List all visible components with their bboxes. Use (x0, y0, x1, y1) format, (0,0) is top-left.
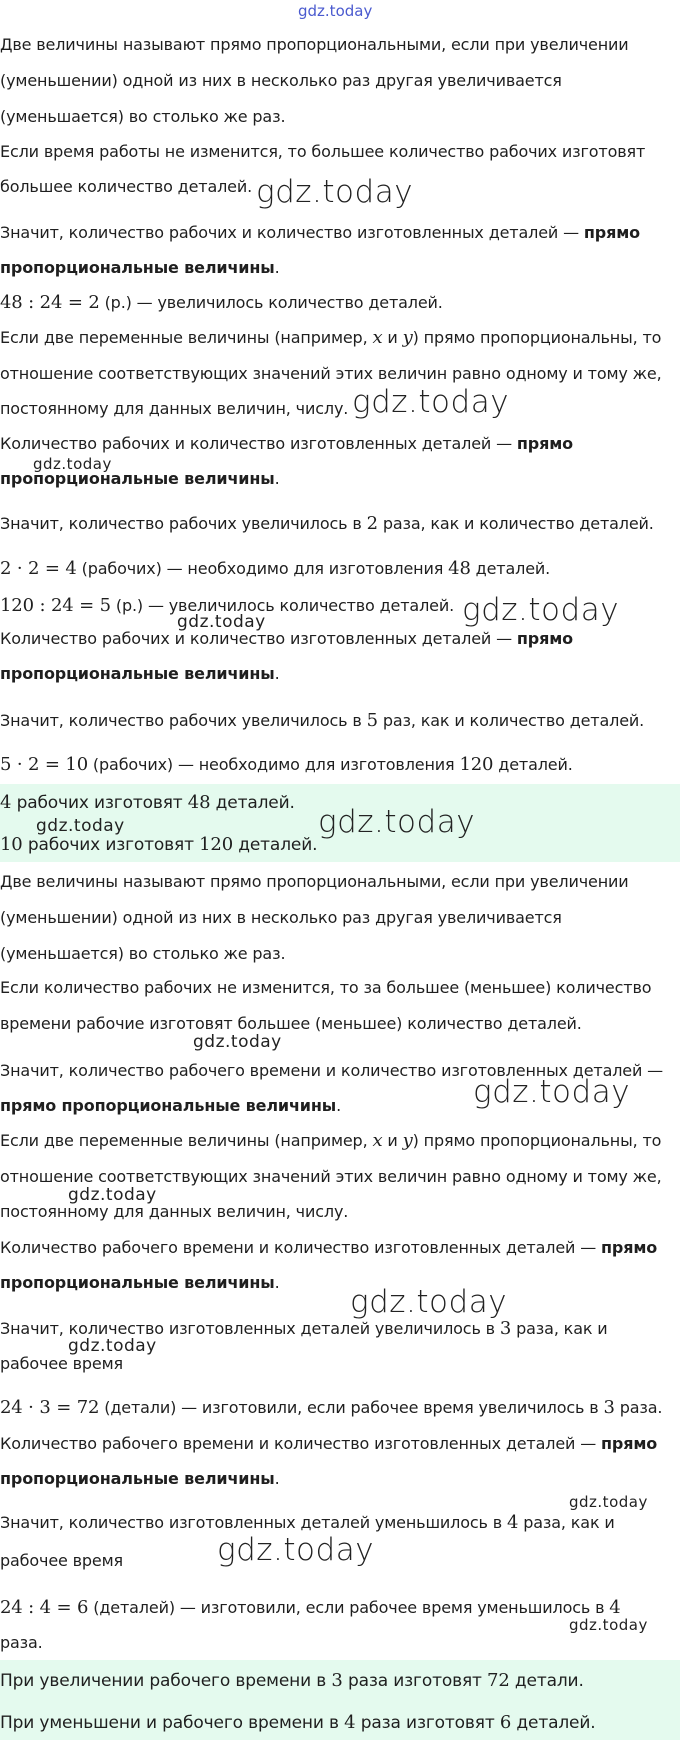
number: 4 (506, 1512, 519, 1533)
text: раза изготовят (355, 1713, 500, 1733)
rule-line-3: постоянному для данных величин, числу. (0, 399, 349, 418)
rule2-line-2: отношение соответствующих значений этих величин равно одному и тому же, (0, 1167, 662, 1186)
proportional-line-2: пропорциональные величины. (0, 469, 280, 488)
text: Количество рабочих и количество изготовленных деталей — (0, 629, 517, 648)
condition2-line-2: времени рабочие изготовят большее (меньшее) количество деталей. (0, 1014, 582, 1033)
watermark: gdz.today (352, 384, 510, 420)
number: 120 (459, 754, 494, 775)
proportional2-line-1 (0, 628, 680, 650)
math-expression: 48 : 24 = 2 (0, 292, 100, 313)
text: деталей. (233, 835, 318, 855)
calc-line-2 (0, 558, 680, 580)
text: (детали) — изготовили, если рабочее время увеличилось в (99, 1398, 604, 1417)
condition-line-2: большее количество деталей. (0, 177, 253, 196)
number: 4 (344, 1712, 356, 1733)
text: (рабочих) — необходимо для изготовления (76, 559, 449, 578)
answer-box-2 (0, 1660, 680, 1740)
bold-text: прямо (516, 434, 573, 453)
math-expression: 2 · 2 = 4 (0, 558, 77, 579)
bold-text: пропорциональные величины (0, 469, 275, 488)
number: 3 (499, 1318, 512, 1339)
calc-line-5 (0, 1397, 680, 1419)
math-expression: 120 : 24 = 5 (0, 595, 111, 616)
number: 72 (487, 1670, 510, 1691)
watermark: gdz.today (569, 1493, 648, 1511)
number: 2 (366, 513, 378, 534)
proportional3-line-2: пропорциональные величины. (0, 1273, 280, 1292)
text: раза, как и (511, 1319, 608, 1338)
calc-line-1 (0, 292, 680, 314)
watermark-top: gdz.today (298, 2, 373, 20)
text: раза изготовят (342, 1671, 488, 1691)
var-y: y (402, 327, 413, 348)
text: деталей. (493, 755, 573, 774)
rule2-line-3: постоянному для данных величин, числу. (0, 1202, 349, 1221)
text: Значит, количество рабочих и количество изготовленных деталей — (0, 223, 584, 242)
condition2-line-1: Если количество рабочих не изменится, то за большее (меньшее) количество (0, 978, 652, 997)
proportional-line-1 (0, 433, 680, 455)
watermark: gdz.today (217, 1532, 375, 1568)
bold-text: пропорциональные величины (0, 258, 275, 277)
decrease-line-1 (0, 1512, 680, 1534)
decrease-line-2: рабочее время (0, 1551, 124, 1570)
watermark: gdz.today (68, 1336, 157, 1356)
text: деталей. (470, 559, 551, 578)
watermark: gdz.today (33, 455, 112, 473)
math-expression: 24 : 4 = 6 (0, 1597, 89, 1618)
definition2-line-3: (уменьшается) во столько же раз. (0, 944, 286, 963)
answer2-line-1 (0, 1670, 680, 1692)
text: раза. (614, 1398, 663, 1417)
watermark: gdz.today (462, 592, 620, 628)
text: и (382, 328, 403, 347)
bold-text: прямо (601, 1434, 658, 1453)
watermark: gdz.today (36, 816, 125, 836)
var-y: y (402, 1130, 413, 1151)
text: ) прямо пропорциональны, то (412, 328, 662, 347)
number: 3 (331, 1670, 343, 1691)
answer2-line-2 (0, 1712, 680, 1734)
bold-text: прямо (601, 1238, 658, 1257)
number: 4 (0, 792, 12, 813)
rule-line-1 (0, 327, 680, 349)
watermark: gdz.today (177, 612, 266, 632)
definition2-line-2: (уменьшении) одной из них в несколько раз другая увеличивается (0, 908, 562, 927)
number: 3 (603, 1397, 615, 1418)
proportional3-line-1 (0, 1237, 680, 1259)
conclusion-line-2: пропорциональные величины. (0, 258, 280, 277)
bold-text: прямо (583, 223, 640, 242)
number: 10 (0, 834, 23, 855)
text: (р.) — увеличилось количество деталей. (99, 293, 443, 312)
bold-text: пропорциональные величины (0, 1469, 275, 1488)
text: Значит, количество рабочих увеличилось в (0, 514, 367, 533)
text: детали. (509, 1671, 584, 1691)
text: (р.) — увеличилось количество деталей. (110, 596, 455, 615)
bold-text: прямо (516, 629, 573, 648)
watermark: gdz.today (350, 1284, 508, 1320)
increase-line (0, 513, 680, 535)
text: раз, как и количество деталей. (377, 711, 645, 730)
text: деталей. (511, 1713, 596, 1733)
number: 6 (499, 1712, 512, 1733)
text: Количество рабочего времени и количество изготовленных деталей — (0, 1238, 602, 1257)
text: (деталей) — изготовили, если рабочее время уменьшилось в (88, 1598, 610, 1617)
var-x: x (372, 327, 383, 348)
text: (рабочих) — необходимо для изготовления (88, 755, 460, 774)
bold-text: прямо пропорциональные величины (0, 1096, 337, 1115)
definition-line-2: (уменьшении) одной из них в несколько раз другая увеличивается (0, 71, 562, 90)
text: Если две переменные величины (например, (0, 1131, 373, 1150)
watermark: gdz.today (318, 804, 476, 840)
conclusion2-line-2: прямо пропорциональные величины. (0, 1096, 342, 1115)
watermark: gdz.today (569, 1616, 648, 1634)
increase2-line (0, 710, 680, 732)
definition-line-3: (уменьшается) во столько же раз. (0, 107, 286, 126)
watermark: gdz.today (473, 1074, 631, 1110)
text: деталей. (210, 793, 295, 813)
bold-text: пропорциональные величины (0, 1273, 275, 1292)
number: 120 (199, 834, 234, 855)
text: и (382, 1131, 403, 1150)
number: 4 (609, 1597, 621, 1618)
conclusion-line-1 (0, 222, 680, 244)
rule-line-2: отношение соответствующих значений этих величин равно одному и тому же, (0, 364, 662, 383)
text: Количество рабочего времени и количество изготовленных деталей — (0, 1434, 602, 1453)
number: 5 (366, 710, 378, 731)
calc-line-6-cont: раза. (0, 1633, 43, 1652)
text: Количество рабочих и количество изготовленных деталей — (0, 434, 517, 453)
text: Значит, количество изготовленных деталей увеличилось в (0, 1319, 500, 1338)
text: При увеличении рабочего времени в (0, 1671, 332, 1691)
text: Значит, количество рабочих увеличилось в (0, 711, 367, 730)
increase3-line-2: рабочее время (0, 1354, 124, 1373)
text: Если две переменные величины (например, (0, 328, 373, 347)
math-expression: 24 · 3 = 72 (0, 1397, 100, 1418)
proportional4-line-2: пропорциональные величины. (0, 1469, 280, 1488)
definition-line-1: Две величины называют прямо пропорциональными, если при увеличении (0, 35, 629, 54)
number: 48 (448, 558, 471, 579)
text: раза, как и (518, 1513, 615, 1532)
definition2-line-1: Две величины называют прямо пропорциональными, если при увеличении (0, 872, 629, 891)
proportional2-line-2: пропорциональные величины. (0, 664, 280, 683)
var-x: x (372, 1130, 383, 1151)
rule2-line-1 (0, 1130, 680, 1152)
calc-line-4 (0, 754, 680, 776)
watermark: gdz.today (256, 174, 414, 210)
proportional4-line-1 (0, 1433, 680, 1455)
text: Значит, количество изготовленных деталей уменьшилось в (0, 1513, 507, 1532)
condition-line-1: Если время работы не изменится, то большее количество рабочих изготовят (0, 142, 646, 161)
text: рабочих изготовят (11, 793, 188, 813)
text: рабочих изготовят (22, 835, 200, 855)
text: При уменьшени и рабочего времени в (0, 1713, 345, 1733)
watermark: gdz.today (193, 1032, 282, 1052)
math-expression: 5 · 2 = 10 (0, 754, 88, 775)
conclusion2-line-1: Значит, количество рабочего времени и количество изготовленных деталей — (0, 1061, 664, 1080)
number: 48 (187, 792, 211, 813)
bold-text: пропорциональные величины (0, 664, 275, 683)
text: ) прямо пропорциональны, то (412, 1131, 662, 1150)
watermark: gdz.today (68, 1185, 157, 1205)
text: раза, как и количество деталей. (377, 514, 654, 533)
